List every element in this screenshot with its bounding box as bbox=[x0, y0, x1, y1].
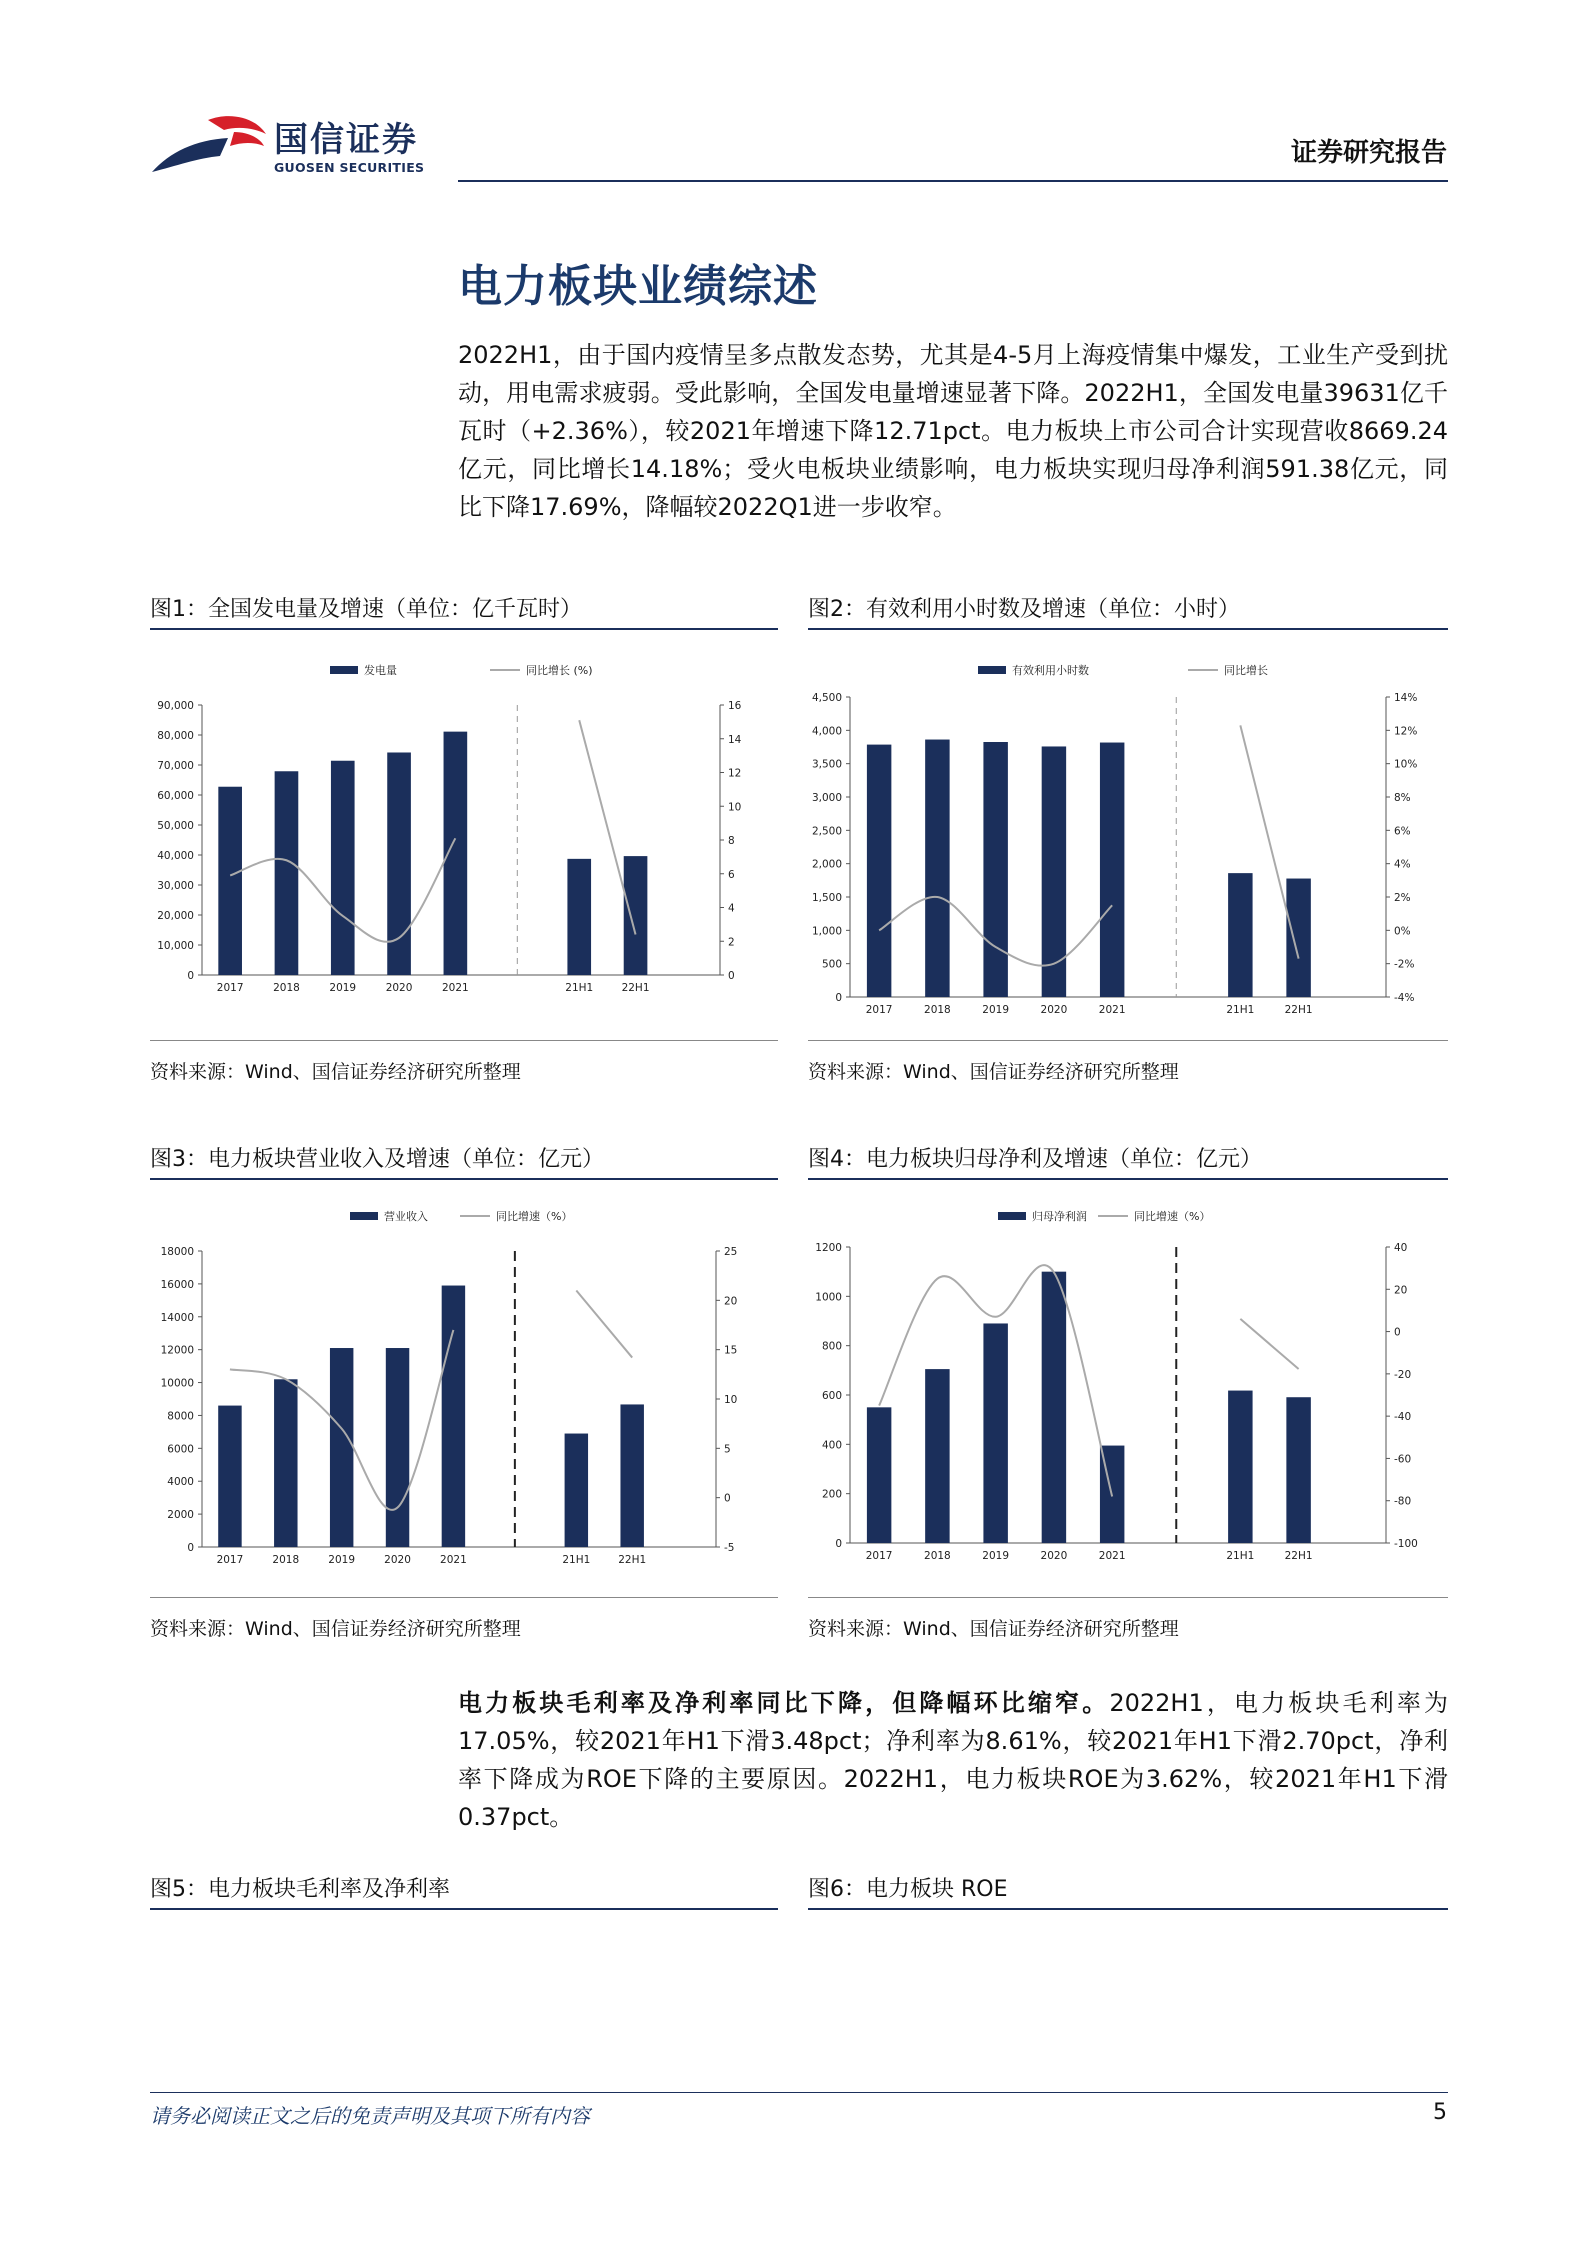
y-tick-label-left: 1200 bbox=[815, 1242, 842, 1254]
y-tick-label-left: 60,000 bbox=[157, 790, 194, 802]
x-tick-label: 2018 bbox=[924, 1550, 951, 1562]
y-tick-label-left: 40,000 bbox=[157, 850, 194, 862]
y-tick-label-left: 10000 bbox=[160, 1377, 194, 1390]
x-tick-label: 22H1 bbox=[1284, 1004, 1313, 1016]
y-tick-label-left: 1000 bbox=[815, 1291, 842, 1304]
y-tick-label-left: 80,000 bbox=[157, 730, 194, 742]
bar-2018 bbox=[925, 740, 949, 997]
fig3-rule bbox=[150, 1178, 778, 1180]
y-tick-label-right: -80 bbox=[1394, 1495, 1412, 1508]
y-tick-label-right: 0% bbox=[1394, 925, 1411, 938]
y-tick-label-left: 4,500 bbox=[811, 692, 842, 704]
x-tick-label: 2019 bbox=[982, 1550, 1010, 1562]
bar-2017 bbox=[867, 745, 891, 997]
bar-22H1 bbox=[620, 1404, 643, 1547]
fig1-source: 资料来源：Wind、国信证券经济研究所整理 bbox=[150, 1061, 521, 1083]
legend bbox=[350, 1209, 572, 1223]
x-tick-label: 22H1 bbox=[618, 1554, 647, 1566]
bar-22H1 bbox=[1286, 1397, 1310, 1543]
y-tick-label-right: -20 bbox=[1394, 1368, 1412, 1381]
bar-2019 bbox=[331, 761, 355, 975]
x-tick-label: 2020 bbox=[384, 1554, 411, 1566]
x-tick-label: 2018 bbox=[924, 1004, 951, 1016]
fig2-rule bbox=[808, 628, 1448, 630]
y-tick-label-right: -4% bbox=[1394, 992, 1415, 1004]
y-tick-label-left: 2,000 bbox=[811, 858, 842, 871]
x-tick-label: 2017 bbox=[216, 1554, 244, 1566]
y-tick-label-right: -5 bbox=[724, 1542, 735, 1554]
y-tick-label-left: 0 bbox=[835, 1538, 842, 1550]
y-tick-label-left: 12000 bbox=[160, 1344, 194, 1357]
paragraph-2 bbox=[458, 1684, 1448, 1836]
legend-label-bar: 归母净利润 bbox=[1032, 1210, 1087, 1223]
legend-swatch-bar bbox=[998, 1212, 1026, 1220]
legend-label-bar: 有效利用小时数 bbox=[1012, 664, 1089, 677]
bar-2018 bbox=[925, 1369, 949, 1543]
y-tick-label-right: 16 bbox=[728, 700, 742, 712]
chart-fig3 bbox=[150, 1195, 778, 1575]
fig4-bottom-rule bbox=[808, 1597, 1448, 1598]
y-tick-label-left: 1,500 bbox=[811, 892, 842, 904]
footer-disclaimer: 请务必阅读正文之后的免责声明及其项下所有内容 bbox=[150, 2104, 590, 2128]
legend-label-line: 同比增速（%） bbox=[496, 1210, 573, 1223]
y-tick-label-right: 2% bbox=[1394, 892, 1411, 904]
y-tick-label-right: -40 bbox=[1394, 1411, 1412, 1424]
fig1-bottom-rule bbox=[150, 1040, 778, 1041]
legend-swatch-bar bbox=[350, 1212, 378, 1220]
x-tick-label: 2017 bbox=[216, 982, 244, 994]
legend bbox=[978, 663, 1268, 677]
x-tick-label: 21H1 bbox=[1226, 1004, 1255, 1016]
x-tick-label: 2021 bbox=[1098, 1550, 1126, 1562]
x-tick-label: 22H1 bbox=[1284, 1550, 1313, 1562]
fig3-title: 图3：电力板块营业收入及增速（单位：亿元） bbox=[150, 1147, 604, 1172]
y-tick-label-right: 4% bbox=[1394, 858, 1411, 871]
y-tick-label-right: 4 bbox=[728, 902, 735, 915]
y-tick-label-right: 6 bbox=[728, 868, 735, 881]
y-tick-label-left: 0 bbox=[835, 992, 842, 1004]
fig6-rule bbox=[808, 1908, 1448, 1910]
y-tick-label-left: 70,000 bbox=[157, 760, 194, 772]
y-tick-label-left: 90,000 bbox=[157, 700, 194, 712]
x-tick-label: 21H1 bbox=[565, 982, 594, 994]
bar-2018 bbox=[274, 1379, 297, 1547]
footer-divider bbox=[150, 2092, 1448, 2093]
y-tick-label-left: 4000 bbox=[167, 1476, 194, 1489]
x-tick-label: 2017 bbox=[865, 1550, 893, 1562]
y-tick-label-left: 2000 bbox=[167, 1509, 194, 1522]
y-tick-label-right: 0 bbox=[724, 1492, 731, 1505]
fig2-bottom-rule bbox=[808, 1040, 1448, 1041]
y-tick-label-left: 14000 bbox=[160, 1311, 194, 1324]
y-tick-label-right: 0 bbox=[1394, 1326, 1401, 1339]
y-tick-label-left: 18000 bbox=[160, 1246, 194, 1258]
bar-2020 bbox=[386, 1348, 409, 1547]
y-tick-label-left: 3,500 bbox=[811, 758, 842, 771]
growth-line-halfyear bbox=[576, 1290, 632, 1357]
y-tick-label-right: 20 bbox=[1394, 1284, 1408, 1297]
x-tick-label: 2020 bbox=[385, 982, 413, 994]
guosen-logo bbox=[150, 112, 450, 184]
y-tick-label-left: 600 bbox=[821, 1390, 842, 1402]
y-tick-label-left: 2,500 bbox=[811, 825, 842, 838]
bar-2018 bbox=[275, 771, 299, 975]
y-tick-label-left: 0 bbox=[187, 1542, 194, 1554]
bar-2017 bbox=[218, 787, 242, 975]
y-tick-label-left: 0 bbox=[187, 970, 194, 982]
x-tick-label: 2021 bbox=[1098, 1004, 1126, 1016]
y-tick-label-left: 6000 bbox=[167, 1443, 194, 1456]
legend-label-line: 同比增长 bbox=[1224, 664, 1268, 677]
chart-fig2 bbox=[808, 645, 1448, 1020]
y-tick-label-right: 40 bbox=[1394, 1242, 1408, 1254]
y-tick-label-left: 20,000 bbox=[157, 910, 194, 922]
fig5-title: 图5：电力板块毛利率及净利率 bbox=[150, 1877, 450, 1902]
y-tick-label-right: 20 bbox=[724, 1295, 738, 1308]
fig4-source: 资料来源：Wind、国信证券经济研究所整理 bbox=[808, 1618, 1179, 1640]
legend-label-bar: 营业收入 bbox=[384, 1210, 428, 1223]
legend-label-line: 同比增长 (%) bbox=[526, 664, 593, 677]
y-tick-label-right: 15 bbox=[724, 1344, 738, 1357]
x-tick-label: 2019 bbox=[329, 982, 357, 994]
legend-label-bar: 发电量 bbox=[364, 664, 397, 677]
x-tick-label: 21H1 bbox=[562, 1554, 591, 1566]
x-tick-label: 22H1 bbox=[621, 982, 650, 994]
logo-cn: 国信证券 bbox=[274, 120, 418, 160]
x-tick-label: 2021 bbox=[440, 1554, 467, 1566]
fig1-rule bbox=[150, 628, 778, 630]
fig1-title: 图1：全国发电量及增速（单位：亿千瓦时） bbox=[150, 597, 582, 622]
legend bbox=[998, 1209, 1210, 1223]
y-tick-label-left: 1,000 bbox=[811, 925, 842, 938]
guosen-logo-icon bbox=[150, 112, 270, 184]
bar-21H1 bbox=[567, 859, 591, 975]
bar-21H1 bbox=[1228, 1391, 1252, 1543]
fig2-title: 图2：有效利用小时数及增速（单位：小时） bbox=[808, 597, 1240, 622]
y-tick-label-left: 4,000 bbox=[811, 725, 842, 738]
y-tick-label-left: 3,000 bbox=[811, 792, 842, 804]
x-tick-label: 2020 bbox=[1040, 1550, 1068, 1562]
x-tick-label: 2019 bbox=[982, 1004, 1010, 1016]
y-tick-label-right: -100 bbox=[1394, 1538, 1418, 1550]
y-tick-label-right: 25 bbox=[724, 1246, 738, 1258]
y-tick-label-left: 30,000 bbox=[157, 880, 194, 892]
fig3-bottom-rule bbox=[150, 1597, 778, 1598]
fig3-source: 资料来源：Wind、国信证券经济研究所整理 bbox=[150, 1618, 521, 1640]
y-tick-label-right: 8 bbox=[728, 835, 735, 847]
y-tick-label-left: 8000 bbox=[167, 1410, 194, 1423]
x-tick-label: 2018 bbox=[272, 1554, 300, 1566]
bar-21H1 bbox=[1228, 873, 1252, 997]
fig4-title: 图4：电力板块归母净利及增速（单位：亿元） bbox=[808, 1147, 1262, 1172]
y-tick-label-left: 500 bbox=[821, 958, 842, 971]
chart-fig4 bbox=[808, 1195, 1448, 1575]
y-tick-label-right: 0 bbox=[728, 970, 735, 982]
y-tick-label-right: 8% bbox=[1394, 792, 1411, 804]
bar-2017 bbox=[218, 1406, 241, 1547]
page-number: 5 bbox=[1433, 2100, 1447, 2125]
fig2-source: 资料来源：Wind、国信证券经济研究所整理 bbox=[808, 1061, 1179, 1083]
bar-2019 bbox=[330, 1348, 353, 1547]
y-tick-label-right: 6% bbox=[1394, 825, 1411, 838]
x-tick-label: 2019 bbox=[328, 1554, 356, 1566]
bar-2020 bbox=[1042, 1272, 1066, 1543]
bar-21H1 bbox=[565, 1434, 588, 1547]
fig5-rule bbox=[150, 1908, 778, 1910]
paragraph-2-lead: 电力板块毛利率及净利率同比下降，但降幅环比缩窄。 bbox=[458, 1689, 1110, 1717]
header-divider bbox=[458, 180, 1448, 182]
x-tick-label: 2017 bbox=[865, 1004, 893, 1016]
y-tick-label-right: -2% bbox=[1394, 958, 1415, 971]
bar-2019 bbox=[983, 742, 1007, 997]
legend bbox=[330, 663, 593, 677]
y-tick-label-right: 14 bbox=[728, 733, 742, 746]
y-tick-label-right: 12 bbox=[728, 767, 742, 780]
fig4-rule bbox=[808, 1178, 1448, 1180]
bar-22H1 bbox=[624, 856, 648, 975]
y-tick-label-right: 10% bbox=[1394, 758, 1418, 771]
y-tick-label-right: 5 bbox=[724, 1443, 731, 1456]
y-tick-label-left: 200 bbox=[821, 1488, 842, 1501]
y-tick-label-right: 2 bbox=[728, 936, 735, 949]
paragraph-1: 2022H1，由于国内疫情呈多点散发态势，尤其是4-5月上海疫情集中爆发，工业生产受到扰动，用电需求疲弱。受此影响，全国发电量增速显著下降。2022H1，全国发电量39631亿千瓦时（+2.36%），较2021年增速下降12.71pct。电力板块上市公司合计实现营收8669.24亿元，同比增长14.18%；受火电板块业绩影响，电力板块实现归母净利润591.38亿元，同比下降17.69%，降幅较2022Q1进一步收窄。 bbox=[458, 341, 1448, 521]
bar-2021 bbox=[1100, 743, 1124, 997]
y-tick-label-right: 12% bbox=[1394, 725, 1418, 738]
y-tick-label-right: 10 bbox=[724, 1394, 738, 1406]
logo-en: GUOSEN SECURITIES bbox=[274, 160, 425, 175]
y-tick-label-left: 800 bbox=[821, 1340, 842, 1353]
bar-2021 bbox=[442, 1286, 465, 1547]
growth-line-halfyear bbox=[1240, 1319, 1298, 1369]
x-tick-label: 2021 bbox=[442, 982, 469, 994]
legend-swatch-bar bbox=[330, 666, 358, 674]
y-tick-label-left: 16000 bbox=[160, 1278, 194, 1291]
legend-label-line: 同比增速（%） bbox=[1134, 1210, 1211, 1223]
y-tick-label-right: 14% bbox=[1394, 692, 1418, 704]
paragraph-2-body: 2022H1，电力板块毛利率为17.05%，较2021年H1下滑3.48pct；净利率为8.61%，较2021年H1下滑2.70pct，净利率下降成为ROE下降的主要原因。2022H1，电力板块ROE为3.62%，较2021年H1下滑0.37pct。 bbox=[458, 1689, 1448, 1831]
report-type: 证券研究报告 bbox=[1290, 138, 1447, 168]
y-tick-label-left: 10,000 bbox=[157, 940, 194, 952]
fig6-title: 图6：电力板块 ROE bbox=[808, 1877, 1008, 1902]
bar-2017 bbox=[867, 1407, 891, 1543]
chart-fig1 bbox=[150, 645, 778, 1020]
y-tick-label-right: -60 bbox=[1394, 1453, 1412, 1466]
bar-22H1 bbox=[1286, 879, 1310, 997]
legend-swatch-bar bbox=[978, 666, 1006, 674]
y-tick-label-left: 50,000 bbox=[157, 820, 194, 832]
section-title: 电力板块业绩综述 bbox=[458, 261, 818, 312]
x-tick-label: 21H1 bbox=[1226, 1550, 1255, 1562]
y-tick-label-left: 400 bbox=[821, 1439, 842, 1452]
x-tick-label: 2020 bbox=[1040, 1004, 1068, 1016]
bar-2019 bbox=[983, 1323, 1007, 1543]
x-tick-label: 2018 bbox=[273, 982, 300, 994]
y-tick-label-right: 10 bbox=[728, 801, 742, 814]
